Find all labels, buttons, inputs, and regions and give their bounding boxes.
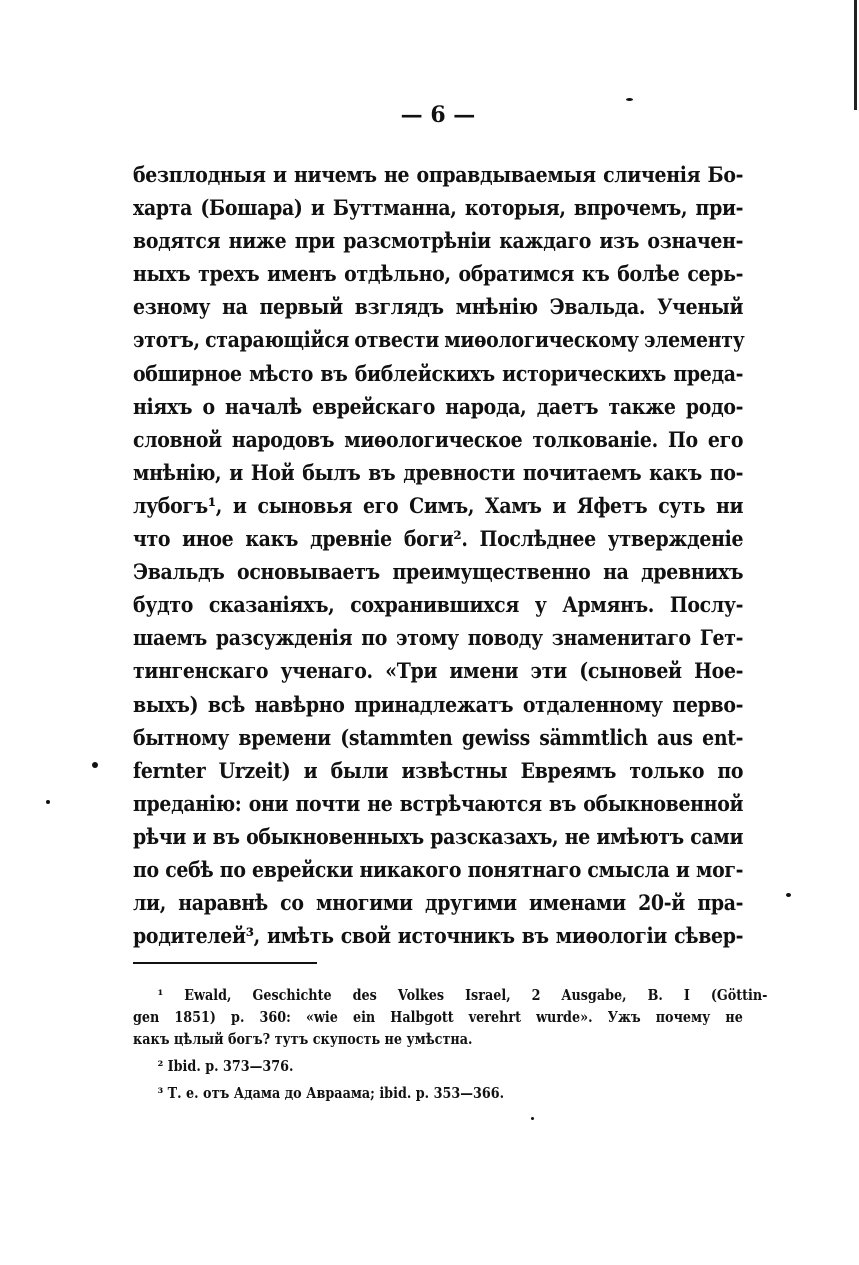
- body-line: обширное мѣсто въ библейскихъ историческихъ преда-: [133, 360, 744, 386]
- body-line: будто сказаніяхъ, сохранившихся у Армянъ. Послу-: [133, 592, 744, 618]
- body-line: шаемъ разсужденія по этому поводу знаменитаго Гет-: [133, 625, 744, 651]
- body-line: езному на первый взглядъ мнѣнію Эвальда. Ученый: [133, 294, 744, 320]
- body-line: словной народовъ миѳологическое толкованіе. По его: [133, 426, 744, 452]
- scan-speck: [786, 893, 791, 897]
- body-line: родителей³, имѣть свой источникъ въ миѳологіи сѣвер-: [133, 923, 744, 949]
- body-line: что иное какъ древніе боги². Послѣднее утвержденіе: [133, 526, 744, 552]
- footnote-1-line-3: какъ цѣлый богъ? тутъ скупость не умѣстна.: [133, 1031, 473, 1048]
- body-line: fernter Urzeit) и были извѣстны Евреямъ только по: [133, 757, 744, 783]
- scan-speck: [531, 1117, 534, 1120]
- footnote-2: ² Ibid. p. 373—376.: [157, 1058, 294, 1075]
- body-line: этотъ, старающійся отвести миѳологическому элементу: [133, 327, 745, 353]
- body-text: [133, 158, 743, 952]
- body-line: тингенскаго ученаго. «Три имени эти (сыновей Ное-: [133, 658, 744, 684]
- body-line: преданію: они почти не встрѣчаются въ обыкновенной: [133, 790, 744, 816]
- body-line: харта (Бошара) и Буттманна, которыя, впрочемъ, при-: [133, 195, 744, 221]
- scan-edge: [854, 0, 857, 110]
- footnote-1-line-1: ¹ Ewald, Geschichte des Volkes Israel, 2 Ausgabe, B. I (Göttin-: [157, 987, 768, 1004]
- footnote-1-line-2: gen 1851) p. 360: «wie ein Halbgott verehrt wurde». Ужъ почему не: [133, 1009, 743, 1026]
- body-line: бытному времени (stammten gewiss sämmtlich aus ent-: [133, 724, 744, 750]
- body-line: ли, наравнѣ со многими другими именами 20-й пра-: [133, 890, 744, 916]
- scan-speck: [626, 98, 633, 101]
- page-number: — 6 —: [400, 102, 476, 128]
- body-line: Эвальдъ основываетъ преимущественно на древнихъ: [133, 559, 744, 585]
- footnote-3: ³ Т. е. отъ Адама до Авраама; ibid. p. 353—366.: [157, 1085, 505, 1102]
- body-line: лубогъ¹, и сыновья его Симъ, Хамъ и Яфетъ суть ни: [133, 492, 744, 518]
- footnotes: [133, 985, 768, 1105]
- body-line: ніяхъ о началѣ еврейскаго народа, даетъ также родо-: [133, 393, 744, 419]
- scan-speck: [46, 800, 50, 804]
- body-line: по себѣ по еврейски никакого понятнаго смысла и мог-: [133, 856, 744, 882]
- body-line: ныхъ трехъ именъ отдѣльно, обратимся къ болѣе серь-: [133, 261, 744, 287]
- body-line: мнѣнію, и Ной былъ въ древности почитаемъ какъ по-: [133, 459, 744, 485]
- body-line: безплодныя и ничемъ не оправдываемыя сличенія Бо-: [133, 162, 744, 187]
- scan-speck: [92, 762, 98, 768]
- body-line: водятся ниже при разсмотрѣніи каждаго изъ означен-: [133, 228, 744, 254]
- body-line: выхъ) всѣ навѣрно принадлежатъ отдаленному перво-: [133, 691, 744, 717]
- footnote-divider: [133, 962, 317, 964]
- body-line: рѣчи и въ обыкновенныхъ разсказахъ, не имѣютъ сами: [133, 823, 744, 849]
